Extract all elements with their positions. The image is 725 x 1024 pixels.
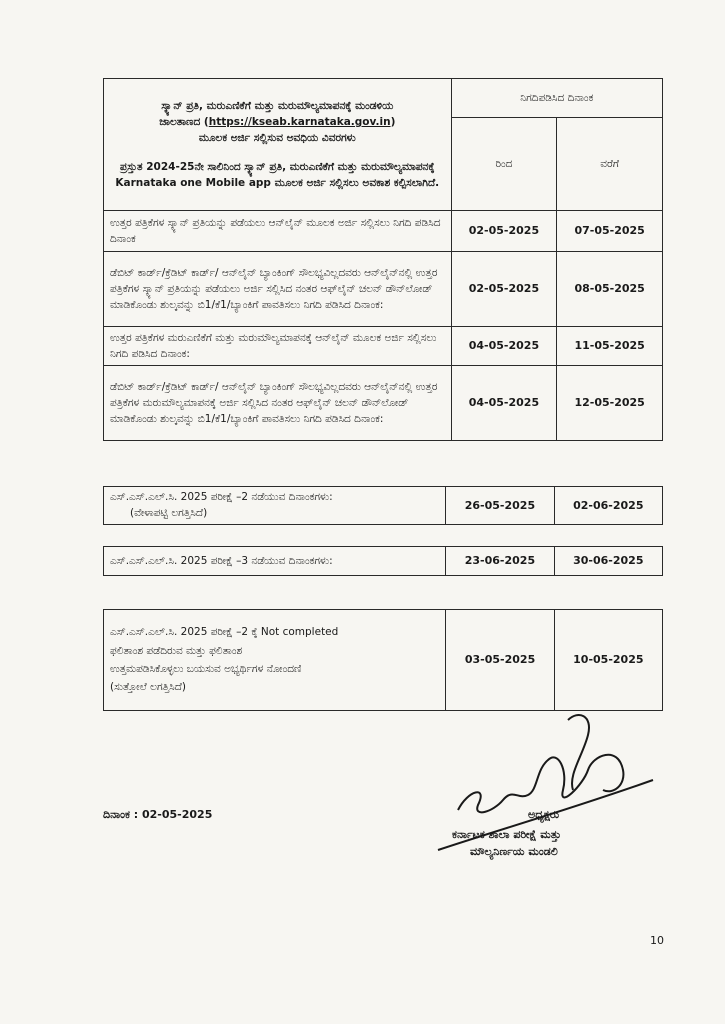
document-date: ದಿನಾಂಕ : 02-05-2025 xyxy=(103,808,213,821)
from-date: 04-05-2025 xyxy=(451,366,557,441)
to-date: 11-05-2025 xyxy=(557,327,663,366)
to-date: 02-06-2025 xyxy=(554,487,662,525)
website-link[interactable]: https://kseab.karnataka.gov.in xyxy=(208,116,391,129)
table-row xyxy=(104,366,663,441)
organization-line: ಕರ್ನಾಟಕ ಶಾಲಾ ಪರೀಕ್ಷೆ ಮತ್ತು xyxy=(452,828,562,841)
exam2-table xyxy=(103,486,663,525)
header-note: ಪ್ರಸ್ತುತ 2024-25ನೇ ಸಾಲಿನಿಂದ ಸ್ಕ್ಯಾನ್ ಪ್ರತಿ, ಮರುಎಣಿಕೆಗೆ ಮತ್ತು ಮರುಮೌಲ್ಯಮಾಪನಕ್ಕೆ Karnataka one Mobile app ಮೂಲಕ ಅರ್ಜಿ ಸಲ್ಲಿಸಲು ಅವಕಾಶ ಕಲ್ಪಿಸಲಾಗಿದೆ. xyxy=(115,160,440,189)
header-line: ಜಾಲತಾಣದ (https://kseab.karnataka.gov.in) xyxy=(159,116,396,129)
row-note: (ಸುತ್ತೋಲೆ ಲಗತ್ತಿಸಿದೆ) xyxy=(110,681,186,694)
table-header-description xyxy=(104,79,452,211)
row-description xyxy=(104,610,446,711)
row-description: ಎಸ್.ಎಸ್.ಎಲ್.ಸಿ. 2025 ಪರೀಕ್ಷೆ –3 ನಡೆಯುವ ದಿನಾಂಕಗಳು: xyxy=(104,547,446,576)
to-date: 30-06-2025 xyxy=(554,547,662,576)
to-date: 08-05-2025 xyxy=(557,252,663,327)
page-number: 10 xyxy=(650,934,664,947)
to-date: 12-05-2025 xyxy=(557,366,663,441)
row-text: ಫಲಿತಾಂಶ ಪಡೆದಿರುವ ಮತ್ತು ಫಲಿತಾಂಶ xyxy=(110,644,243,657)
row-text: ಎಸ್.ಎಸ್.ಎಲ್.ಸಿ. 2025 ಪರೀಕ್ಷೆ –2 ಕ್ಕೆ Not completed xyxy=(110,626,339,639)
row-description: ಉತ್ತರ ಪತ್ರಿಕೆಗಳ ಮರುಎಣಿಕೆಗೆ ಮತ್ತು ಮರುಮೌಲ್ಯಮಾಪನಕ್ಕೆ ಆನ್‌ಲೈನ್ ಮೂಲಕ ಅರ್ಜಿ ಸಲ್ಲಿಸಲು ನಿಗದಿ ಪಡಿಸಿದ ದಿನಾಂಕ: xyxy=(104,327,452,366)
organization-line: ಮೌಲ್ಯನಿರ್ಣಯ ಮಂಡಲಿ xyxy=(470,845,558,858)
row-note: (ವೇಳಾಪಟ್ಟಿ ಲಗತ್ತಿಸಿದೆ) xyxy=(130,507,208,520)
date-header: ನಿಗದಿಪಡಿಸಿದ ದಿನಾಂಕ xyxy=(451,79,662,118)
row-text: ಎಸ್.ಎಸ್.ಎಲ್.ಸಿ. 2025 ಪರೀಕ್ಷೆ –2 ನಡೆಯುವ ದಿನಾಂಕಗಳು: xyxy=(110,491,333,503)
header-line: ಮೂಲಕ ಅರ್ಜಿ ಸಲ್ಲಿಸುವ ಅವಧಿಯ ವಿವರಗಳು xyxy=(198,132,356,145)
from-date: 26-05-2025 xyxy=(446,487,554,525)
row-description: ಉತ್ತರ ಪತ್ರಿಕೆಗಳ ಸ್ಕ್ಯಾನ್ ಪ್ರತಿಯನ್ನು ಪಡೆಯಲು ಆನ್‌ಲೈನ್ ಮೂಲಕ ಅರ್ಜಿ ಸಲ್ಲಿಸಲು ನಿಗದಿ ಪಡಿಸಿದ ದಿನಾಂಕ xyxy=(104,211,452,252)
from-date: 03-05-2025 xyxy=(446,610,554,711)
table-row xyxy=(104,327,663,366)
from-header: ರಿಂದ xyxy=(451,118,557,211)
from-date: 04-05-2025 xyxy=(451,327,557,366)
row-description: ಡೆಬಿಟ್ ಕಾರ್ಡ್/ಕ್ರೆಡಿಟ್ ಕಾರ್ಡ್/ ಆನ್‌ಲೈನ್ ಬ್ಯಾಂಕಿಂಗ್ ಸೌಲಭ್ಯವಿಲ್ಲದವರು ಆನ್‌ಲೈನ್‌ನಲ್ಲಿ ಉತ್ತರ ಪತ್ರಿಕೆಗಳ ಮರುಮೌಲ್ಯಮಾಪನಕ್ಕೆ ಅರ್ಜಿ ಸಲ್ಲಿಸಿದ ನಂತರ ಆಫ್‌ಲೈನ್ ಚಲನ್ ಡೌನ್‌ಲೋಡ್ ಮಾಡಿಕೊಂಡು ಶುಲ್ಕವನ್ನು ಬಿ1/ಕೆ1/ಬ್ಯಾಂಕಿಗೆ ಪಾವತಿಸಲು ನಿಗದಿ ಪಡಿಸಿದ ದಿನಾಂಕ: xyxy=(104,366,452,441)
table-row xyxy=(104,487,663,525)
row-description xyxy=(104,487,446,525)
from-date: 02-05-2025 xyxy=(451,211,557,252)
header-line: ಸ್ಕ್ಯಾನ್ ಪ್ರತಿ, ಮರುಎಣಿಕೆಗೆ ಮತ್ತು ಮರುಮೌಲ್ಯಮಾಪನಕ್ಕೆ ಮಂಡಳಿಯ xyxy=(161,99,394,112)
exam3-table xyxy=(103,546,663,576)
table-row xyxy=(104,252,663,327)
registration-table xyxy=(103,609,663,711)
from-date: 02-05-2025 xyxy=(451,252,557,327)
to-date: 07-05-2025 xyxy=(557,211,663,252)
from-date: 23-06-2025 xyxy=(446,547,554,576)
row-description: ಡೆಬಿಟ್ ಕಾರ್ಡ್/ಕ್ರೆಡಿಟ್ ಕಾರ್ಡ್/ ಆನ್‌ಲೈನ್ ಬ್ಯಾಂಕಿಂಗ್ ಸೌಲಭ್ಯವಿಲ್ಲದವರು ಆನ್‌ಲೈನ್‌ನಲ್ಲಿ ಉತ್ತರ ಪತ್ರಿಕೆಗಳ ಸ್ಕ್ಯಾನ್ ಪ್ರತಿಯನ್ನು ಪಡೆಯಲು ಅರ್ಜಿ ಸಲ್ಲಿಸಿದ ನಂತರ ಆಫ್‌ಲೈನ್ ಚಲನ್ ಡೌನ್‌ಲೋಡ್ ಮಾಡಿಕೊಂಡು ಶುಲ್ಕವನ್ನು ಬಿ1/ಕೆ1/ಬ್ಯಾಂಕಿಗೆ ಪಾವತಿಸಲು ನಿಗದಿ ಪಡಿಸಿದ ದಿನಾಂಕ: xyxy=(104,252,452,327)
table-row xyxy=(104,211,663,252)
row-text: ಉತ್ತಮಪಡಿಸಿಕೊಳ್ಳಲು ಬಯಸುವ ಅಭ್ಯರ್ಥಿಗಳ ನೋಂದಣಿ xyxy=(110,663,302,675)
to-header: ವರೆಗೆ xyxy=(557,118,663,211)
to-date: 10-05-2025 xyxy=(554,610,662,711)
schedule-table xyxy=(103,78,663,441)
table-row xyxy=(104,610,663,711)
signatory-title: ಅಧ್ಯಕ್ಷರು xyxy=(528,808,560,821)
table-row xyxy=(104,547,663,576)
